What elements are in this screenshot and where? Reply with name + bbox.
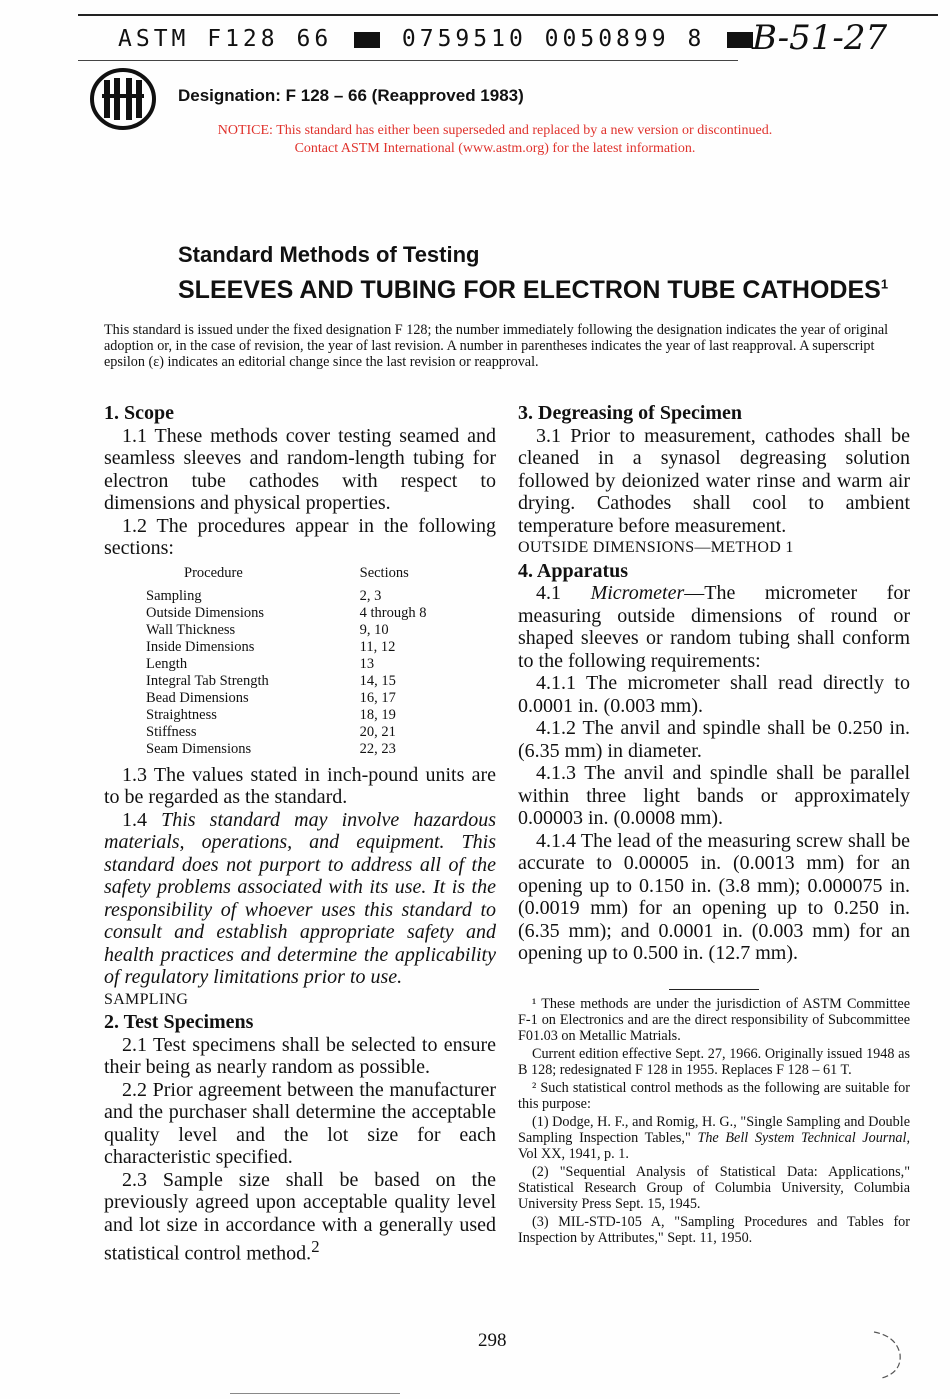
paragraph-4-1-4: 4.1.4 The lead of the measuring screw shall be accurate to 0.00005 in. (0.0013 mm) for an opening up to 0.150 in. (3.8 mm); 0.000075 in. (0.0019 mm) for an opening up to 0.250 in. (6.35 mm); and 0.0001 in. (0.003 mm) for an opening up to 0.500 in. (12.7 mm). [518, 829, 910, 964]
header-underline [78, 60, 738, 61]
paragraph-4-1-3: 4.1.3 The anvil and spindle shall be parallel within three light bands or approximately 0.00003 in. (0.0008 mm). [518, 762, 910, 829]
table-header-row [146, 564, 476, 588]
paragraph-2-2: 2.2 Prior agreement between the manufacturer and the purchaser shall determine the acceptable quality level and the lot size for each characteristic specified. [104, 1078, 496, 1168]
table-row [146, 707, 476, 724]
footnote-2-ref-2: (2) "Sequential Analysis of Statistical Data: Applications," Statistical Research Group of Columbia University, Columbia University Press Sept. 15, 1945. [518, 1163, 910, 1212]
title-line-2 [178, 276, 888, 305]
header-code [118, 26, 757, 52]
paragraph-1-2: 1.2 The procedures appear in the following sections: [104, 514, 496, 559]
footnote-ref-2: 2 [311, 1237, 320, 1256]
footnote-1: ¹ These methods are under the jurisdiction of ASTM Committee F-1 on Electronics and are the direct responsibility of Subcommittee F01.03 on Metallic Matrials. [518, 995, 910, 1044]
page-number: 298 [478, 1330, 507, 1351]
table-row [146, 724, 476, 741]
astm-logo-icon [90, 68, 156, 130]
designation: Designation: F 128 – 66 (Reapproved 1983) [178, 86, 524, 105]
table-cell-procedure: Inside Dimensions [146, 638, 255, 655]
redaction-block [354, 32, 380, 48]
table-row [146, 673, 476, 690]
table-cell-procedure: Wall Thickness [146, 621, 236, 638]
table-cell-procedure: Stiffness [146, 723, 197, 740]
paragraph-2-3 [104, 1169, 496, 1266]
paragraph-4-1 [518, 582, 910, 672]
table-cell-sections: 16, 17 [359, 689, 396, 706]
table-cell-sections: 22, 23 [359, 740, 396, 757]
section-4-heading: 4. Apparatus [518, 559, 629, 582]
footnote-2-ref-3: (3) MIL-STD-105 A, "Sampling Procedures and Tables for Inspection by Attributes," Sept. 11, 1950. [518, 1213, 910, 1246]
header-code-middle: 0759510 0050899 8 [401, 26, 706, 52]
table-row [146, 622, 476, 639]
table-cell-procedure: Length [146, 655, 188, 672]
scan-edge-line [230, 1393, 400, 1394]
table-cell-sections: 4 through 8 [359, 604, 427, 621]
header-code-prefix: ASTM F128 66 [118, 26, 333, 52]
corner-scan-mark-icon [868, 1328, 908, 1382]
table-cell-sections: 9, 10 [359, 621, 389, 638]
table-row [146, 656, 476, 673]
table-cell-sections: 14, 15 [359, 672, 396, 689]
left-column [104, 402, 496, 1265]
table-cell-sections: 18, 19 [359, 706, 396, 723]
paragraph-1-3: 1.3 The values stated in inch-pound units are to be regarded as the standard. [104, 763, 496, 808]
micrometer-term: Micrometer [590, 582, 685, 604]
paragraph-2-1: 2.1 Test specimens shall be selected to ensure their being as nearly random as possible. [104, 1033, 496, 1078]
footnote-2: ² Such statistical control methods as the following are suitable for this purpose: [518, 1079, 910, 1112]
paragraph-1-4-text: This standard may involve hazardous materials, operations, and equipment. This standard does not purport to address all of the safety problems associated with its use. It is the responsibility of whoever uses this standard to consult and establish appropriate safety and health practices and determine the applicability of regulatory limitations prior to use. [104, 808, 497, 988]
outside-dimensions-heading: OUTSIDE DIMENSIONS—METHOD 1 [518, 539, 794, 556]
table-cell-sections: 20, 21 [359, 723, 396, 740]
paragraph-4-1-text: —The micrometer for measuring outside dimensions of round or shaped sleeves or random tubing shall conform to the following requirements: [518, 582, 910, 672]
table-row [146, 690, 476, 707]
footnote-2-ref-1 [518, 1114, 910, 1162]
table-cell-sections: 13 [359, 655, 375, 672]
section-1-heading: 1. Scope [104, 402, 174, 424]
footnotes [518, 996, 910, 1246]
paragraph-4-1-number: 4.1 [536, 582, 591, 604]
table-row [146, 605, 476, 622]
ref-1-start: (1) Dodge, H. F., and Romig, H. G., "Single Sampling and Double Sampling Inspection Tables," [518, 1113, 910, 1146]
ref-1-end: Vol XX, 1941, p. 1. [518, 1145, 629, 1162]
section-2-heading: 2. Test Specimens [104, 1011, 254, 1033]
paragraph-1-4 [104, 809, 496, 989]
notice-line-2: Contact ASTM International (www.astm.org) for the latest information. [294, 141, 696, 156]
table-cell-procedure: Sampling [146, 587, 202, 604]
header-rule [78, 14, 938, 16]
sampling-heading: SAMPLING [104, 990, 189, 1008]
paragraph-2-3-text: 2.3 Sample size shall be based on the previously agreed upon acceptable quality level and lot size in accordance with a generally used statistical control method. [104, 1168, 496, 1265]
table-row [146, 588, 476, 605]
paragraph-1-1: 1.1 These methods cover testing seamed and seamless sleeves and random-length tubing for electron tube cathodes with respect to dimensions and physical properties. [104, 424, 496, 514]
table-cell-procedure: Bead Dimensions [146, 689, 249, 706]
table-cell-procedure: Seam Dimensions [146, 740, 252, 757]
redaction-block [727, 32, 753, 48]
table-cell-procedure: Outside Dimensions [146, 604, 265, 621]
table-header-sections: Sections [359, 564, 409, 581]
footnote-divider [669, 989, 759, 990]
table-cell-sections: 11, 12 [359, 638, 396, 655]
section-3-heading: 3. Degreasing of Specimen [518, 402, 743, 424]
intro-paragraph: This standard is issued under the fixed designation F 128; the number immediately following the designation indicates the year of original adoption or, in the case of revision, the year of last revision. A number in parentheses indicates the year of last reapproval. A superscript epsilon (ε) indicates an editorial change since the last revision or reapproval. [104, 322, 889, 370]
notice-line-1: NOTICE: This standard has either been superseded and replaced by a new version or discontinued. [217, 123, 773, 138]
footnote-1-continued: Current edition effective Sept. 27, 1966. Originally issued 1948 as B 128; redesignated F 128 in 1955. Replaces F 128 – 61 T. [518, 1045, 910, 1078]
title-text: SLEEVES AND TUBING FOR ELECTRON TUBE CATHODES [178, 276, 881, 304]
right-column [518, 402, 910, 1248]
paragraph-4-1-1: 4.1.1 The micrometer shall read directly to 0.0001 in. (0.003 mm). [518, 672, 910, 717]
procedures-table [146, 564, 476, 758]
table-cell-procedure: Integral Tab Strength [146, 672, 269, 689]
title-footnote-mark: 1 [880, 276, 889, 292]
table-cell-procedure: Straightness [146, 706, 217, 723]
title-line-1: Standard Methods of Testing [178, 242, 480, 267]
table-header-procedure: Procedure [184, 564, 243, 581]
table-row [146, 639, 476, 656]
handwritten-note: B-51-27 [752, 18, 888, 58]
notice [190, 122, 800, 158]
ref-1-journal: The Bell System Technical Journal, [697, 1129, 910, 1146]
paragraph-3-1: 3.1 Prior to measurement, cathodes shall be cleaned in a synasol degreasing solution followed by deionized water rinse and warm air drying. Cathodes shall cool to ambient temperature before measurement. [518, 424, 910, 537]
paragraph-4-1-2: 4.1.2 The anvil and spindle shall be 0.250 in. (6.35 mm) in diameter. [518, 717, 910, 762]
paragraph-1-4-number: 1.4 [122, 808, 162, 831]
table-cell-sections: 2, 3 [359, 587, 382, 604]
table-row [146, 741, 476, 758]
